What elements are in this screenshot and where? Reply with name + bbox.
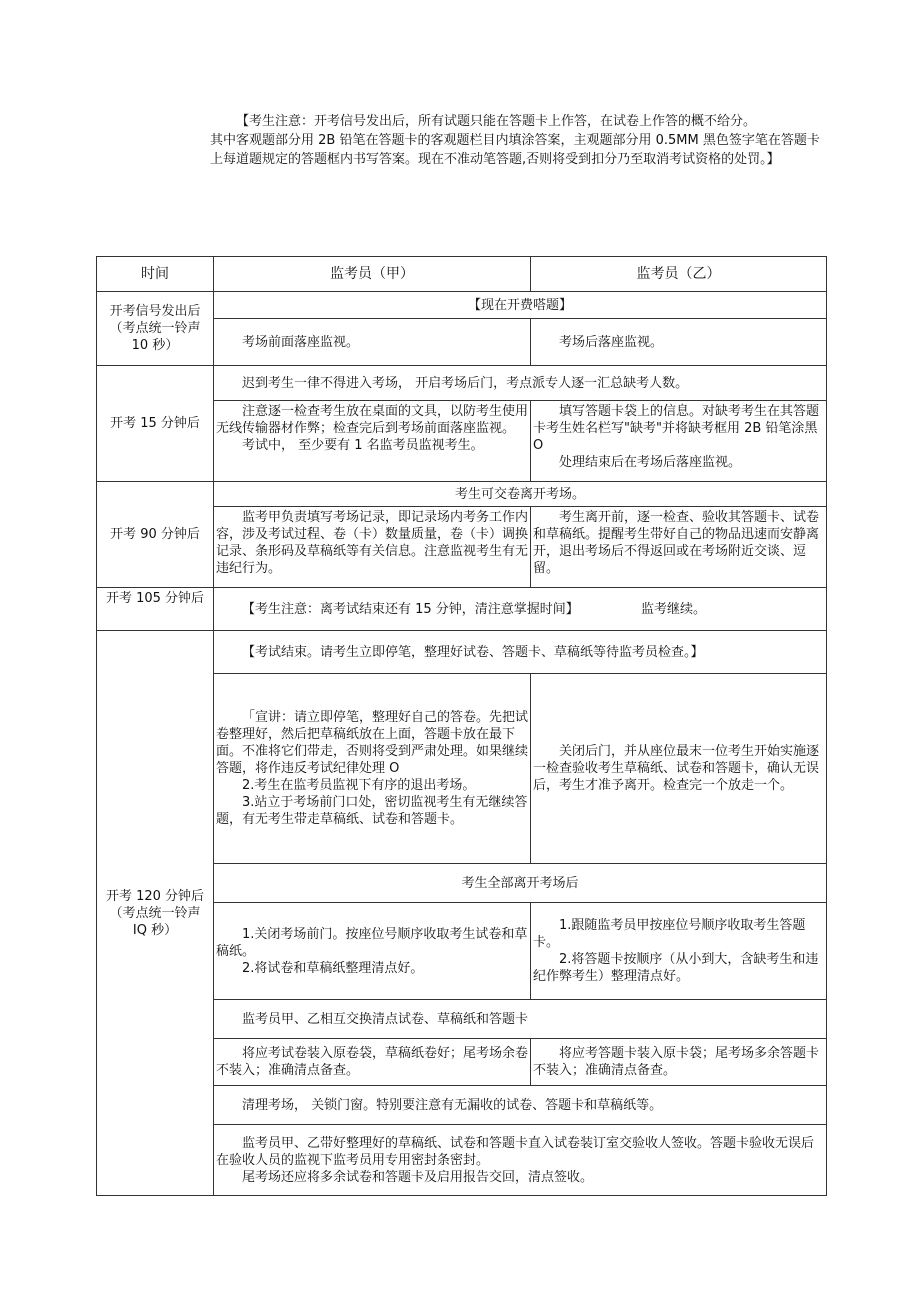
duty-b: 处理结束后在考场后落座监视。 xyxy=(559,455,742,470)
time-cell: 开考 105 分钟后 xyxy=(97,588,214,631)
duty-a: 1.关闭考场前门。按座位号顺序收取考生试卷和草稿纸。 xyxy=(216,926,528,959)
banner-cell: 考生全部离开考场后 xyxy=(214,864,827,903)
time-cell: 开考 15 分钟后 xyxy=(97,366,214,482)
duty-a: 注意逐一检查考生放在桌面的文具，以防考生使用无线传输器材作弊；检查完后到考场前面落座监视。 xyxy=(216,404,529,436)
duty-b: 1.跟随监考员甲按座位号顺序收取考生答题卡。 xyxy=(533,918,806,950)
time-cell: 开考信号发出后（考点统一铃声 10 秒） xyxy=(97,292,214,366)
banner-cell: 【考试结束。请考生立即停笔，整理好试卷、答题卡、草稿纸等待监考员检查。】 xyxy=(242,644,704,660)
duty-a: 2.考生在监考员监视下有序的退出考场。 xyxy=(242,778,476,793)
table-row xyxy=(97,482,827,507)
duty-a: 将应考试卷装入原卷袋，草稿纸卷好；尾考场余卷不装入；准确清点备查。 xyxy=(216,1046,529,1078)
duty-a: 3.站立于考场前门口处，密切监视考生有无继续答题，有无考生带走草稿纸、试卷和答题卡。 xyxy=(216,795,528,827)
notice-line-1: 【考生注意：开考信号发出后，所有试题只能在答题卡上作答，在试卷上作答的概不给分。 xyxy=(236,114,757,129)
final-instruction: 尾考场还应将多余试卷和答题卡及启用报告交回，清点签收。 xyxy=(242,1169,594,1185)
duty-b: 监考继续。 xyxy=(640,601,706,617)
header-invigilator-a: 监考员（甲） xyxy=(214,257,531,292)
duty-b: 填写答题卡袋上的信息。对缺考考生在其答题卡考生姓名栏写"缺考"并将缺考框用 2B 铅笔涂黑 O xyxy=(533,404,820,453)
duty-b: 考生离开前，逐一检查、验收其答题卡、试卷和草稿纸。提醒考生带好自己的物品迅速而安静离开，退出考场后不得返回或在考场附近交谈、逗留。 xyxy=(533,510,820,576)
duty-a: 监考甲负责填写考场记录，即记录场内考务工作内容，涉及考试过程、卷（卡）数量质量，卷（卡）调换记录、条形码及草稿纸等有关信息。注意监视考生有无违纪行为。 xyxy=(216,510,529,576)
final-instruction: 监考员甲、乙带好整理好的草稿纸、试卷和答题卡直入试卷装订室交验收人签收。答题卡验收无误后在验收人员的监视下监考员用专用密封条密封。 xyxy=(216,1135,815,1168)
table-row xyxy=(97,588,827,631)
table-row xyxy=(97,366,827,401)
banner-cell: 迟到考生一律不得进入考场， 开启考场后门，考点派专人逐一汇总缺考人数。 xyxy=(242,375,689,391)
header-time: 时间 xyxy=(97,257,214,292)
exam-notice xyxy=(210,112,830,169)
time-cell: 开考 120 分钟后（考点统一铃声 IQ 秒） xyxy=(97,631,214,1196)
swap-instruction: 监考员甲、乙相互交换清点试卷、草稿纸和答题卡 xyxy=(242,1011,529,1027)
duty-a: 2.将试卷和草稿纸整理清点好。 xyxy=(242,960,424,976)
banner-cell: 【现在开费嗒题】 xyxy=(214,292,827,319)
header-invigilator-b: 监考员（乙） xyxy=(531,257,827,292)
banner-cell: 考生可交卷离开考场。 xyxy=(214,482,827,507)
table-row xyxy=(97,292,827,319)
duty-b: 2.将答题卡按顺序（从小到大，含缺考生和违纪作弊考生）整理清点好。 xyxy=(533,952,819,984)
invigilation-schedule-table xyxy=(96,256,826,1196)
table-row xyxy=(97,631,827,674)
duty-a: 考试中， 至少要有 1 名监考员监视考生。 xyxy=(242,438,484,453)
time-warning-notice: 【考生注意：离考试结束还有 15 分钟，清注意掌握时间】 xyxy=(242,601,579,617)
duty-a: 「宣讲：请立即停笔，整理好自己的答卷。先把试卷整理好，然后把草稿纸放在上面，答题卡放在最下面。不准将它们带走，否则将受到严肃处理。如果继续答题，将作违反考试纪律处理 O xyxy=(216,710,529,776)
table-header-row xyxy=(97,257,827,292)
duty-b: 考场后落座监视。 xyxy=(559,334,664,350)
duty-b: 关闭后门，并从座位最末一位考生开始实施逐一检查验收考生草稿纸、试卷和答题卡，确认无误后，考生才准予离开。检查完一个放走一个。 xyxy=(533,744,820,793)
duty-a: 考场前面落座监视。 xyxy=(242,334,360,350)
time-cell: 开考 90 分钟后 xyxy=(97,482,214,588)
clean-instruction: 清理考场， 关锁门窗。特别要注意有无漏收的试卷、答题卡和草稿纸等。 xyxy=(242,1097,663,1113)
duty-b: 将应考答题卡装入原卡袋；尾考场多余答题卡不装入；准确清点备查。 xyxy=(533,1046,820,1078)
notice-line-2: 其中客观题部分用 2B 铅笔在答题卡的客观题栏目内填涂答案，主观题部分用 0.5MM 黑色签字笔在答题卡上每道题规定的答题框内书写答案。现在不准动笔答题,否则将受到扣分乃至取消考试资格的处罚。】 xyxy=(210,133,820,167)
